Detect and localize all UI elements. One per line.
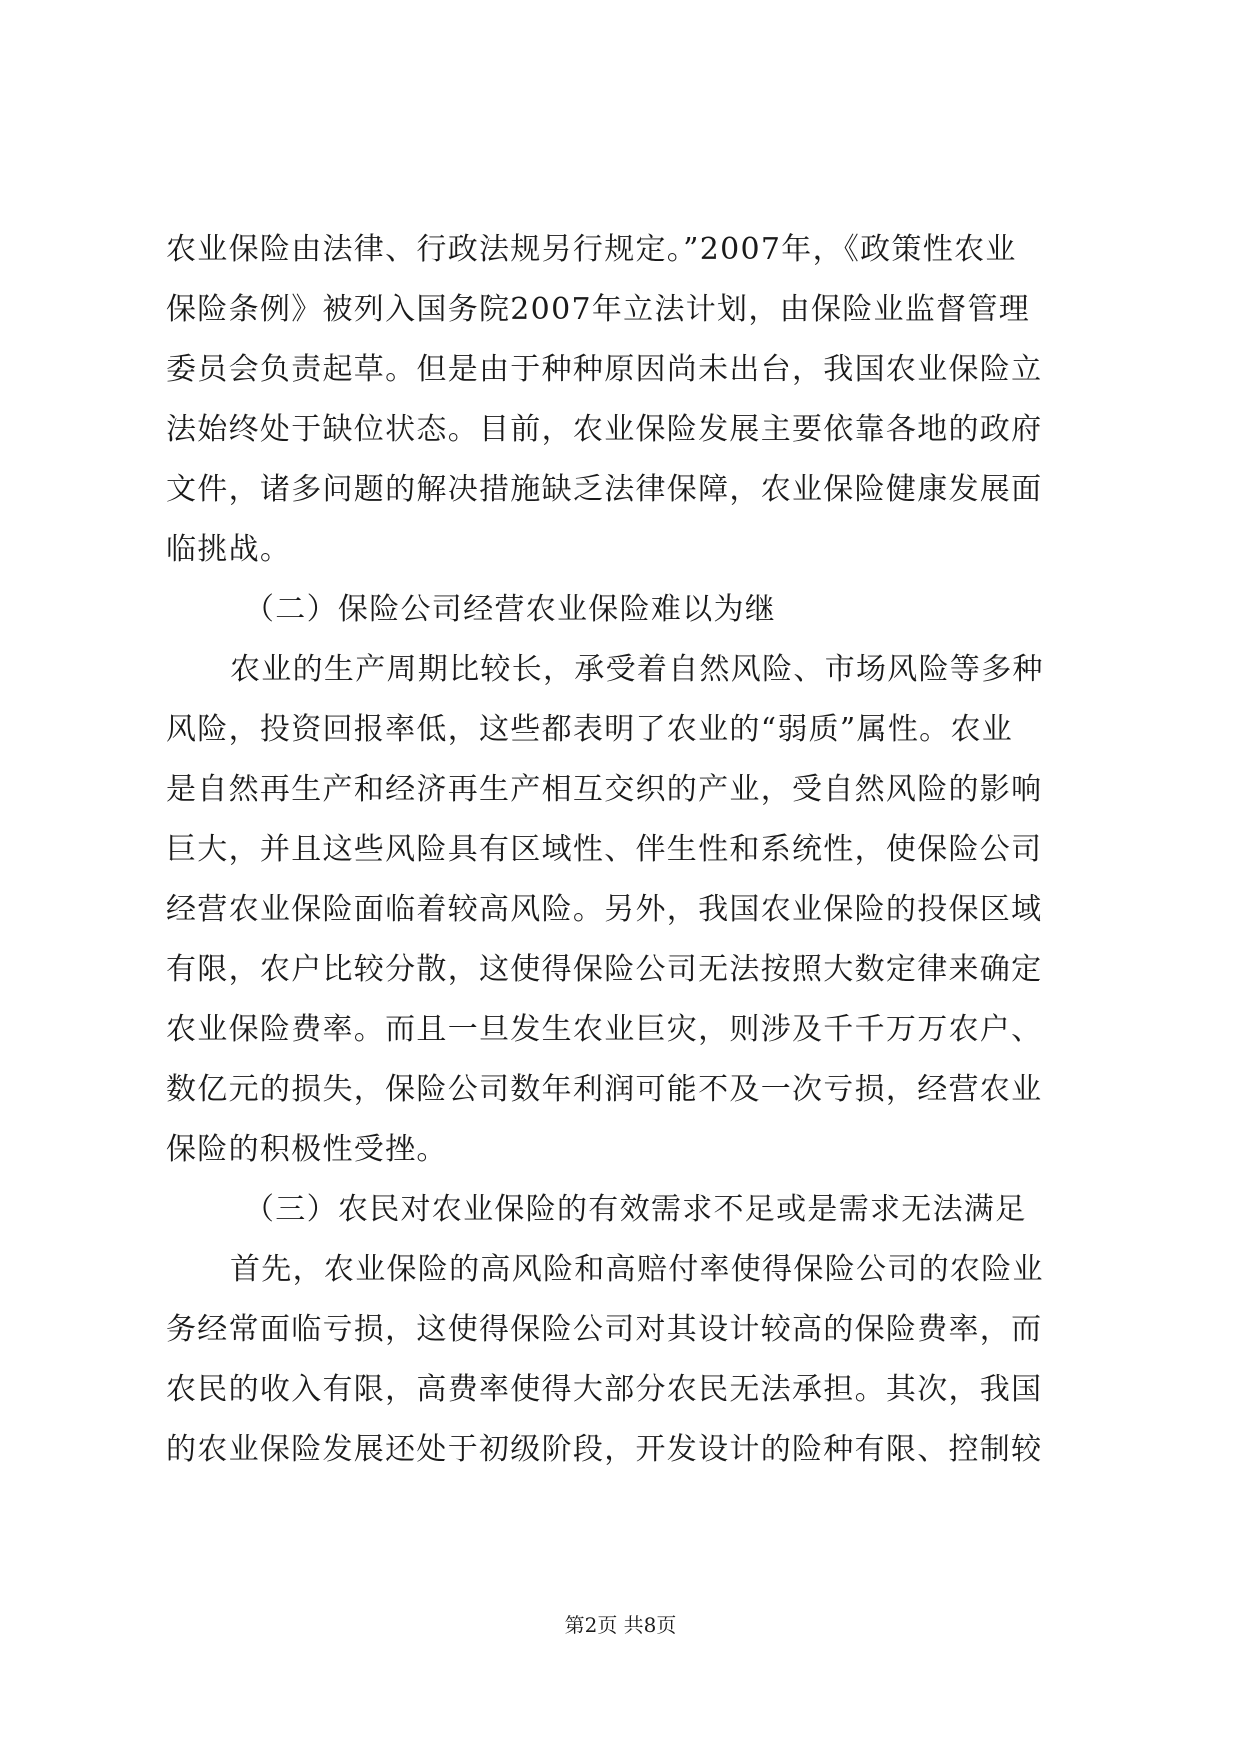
body-text: [166, 230, 1078, 1490]
text-line: 农业保险由法律、行政法规另行规定。”2007年，《政策性农业: [166, 232, 1017, 267]
paragraph-first-line: 农业的生产周期比较长，承受着自然风险、市场风险等多种: [230, 652, 1044, 687]
text-line: 是自然再生产和经济再生产相互交织的产业，受自然风险的影响: [166, 772, 1043, 807]
paragraph-first-line: 首先，农业保险的高风险和高赔付率使得保险公司的农险业: [230, 1252, 1044, 1287]
text-line: 农民的收入有限，高费率使得大部分农民无法承担。其次，我国: [166, 1372, 1043, 1407]
text-line: 文件，诸多问题的解决措施缺乏法律保障，农业保险健康发展面: [166, 472, 1043, 507]
section-heading: （三）农民对农业保险的有效需求不足或是需求无法满足: [244, 1192, 1027, 1227]
text-line: 风险，投资回报率低，这些都表明了农业的“弱质”属性。农业: [166, 712, 1014, 747]
text-line: 农业保险费率。而且一旦发生农业巨灾，则涉及千千万万农户、: [166, 1012, 1043, 1047]
text-line: 务经常面临亏损，这使得保险公司对其设计较高的保险费率，而: [166, 1312, 1043, 1347]
text-line: 有限，农户比较分散，这使得保险公司无法按照大数定律来确定: [166, 952, 1043, 987]
text-line: 巨大，并且这些风险具有区域性、伴生性和系统性，使保险公司: [166, 832, 1043, 867]
text-line: 委员会负责起草。但是由于种种原因尚未出台，我国农业保险立: [166, 352, 1043, 387]
section-heading: （二）保险公司经营农业保险难以为继: [244, 592, 777, 627]
text-line: 的农业保险发展还处于初级阶段，开发设计的险种有限、控制较: [166, 1432, 1043, 1467]
text-line: 经营农业保险面临着较高风险。另外，我国农业保险的投保区域: [166, 892, 1043, 927]
text-line: 保险条例》被列入国务院2007年立法计划，由保险业监督管理: [166, 292, 1031, 327]
text-line: 临挑战。: [166, 532, 292, 567]
text-line: 法始终处于缺位状态。目前，农业保险发展主要依靠各地的政府: [166, 412, 1043, 447]
page-number-footer: 第2页 共8页: [564, 1613, 677, 1637]
text-line: 保险的积极性受挫。: [166, 1132, 448, 1167]
text-line: 数亿元的损失，保险公司数年利润可能不及一次亏损，经营农业: [166, 1072, 1043, 1107]
